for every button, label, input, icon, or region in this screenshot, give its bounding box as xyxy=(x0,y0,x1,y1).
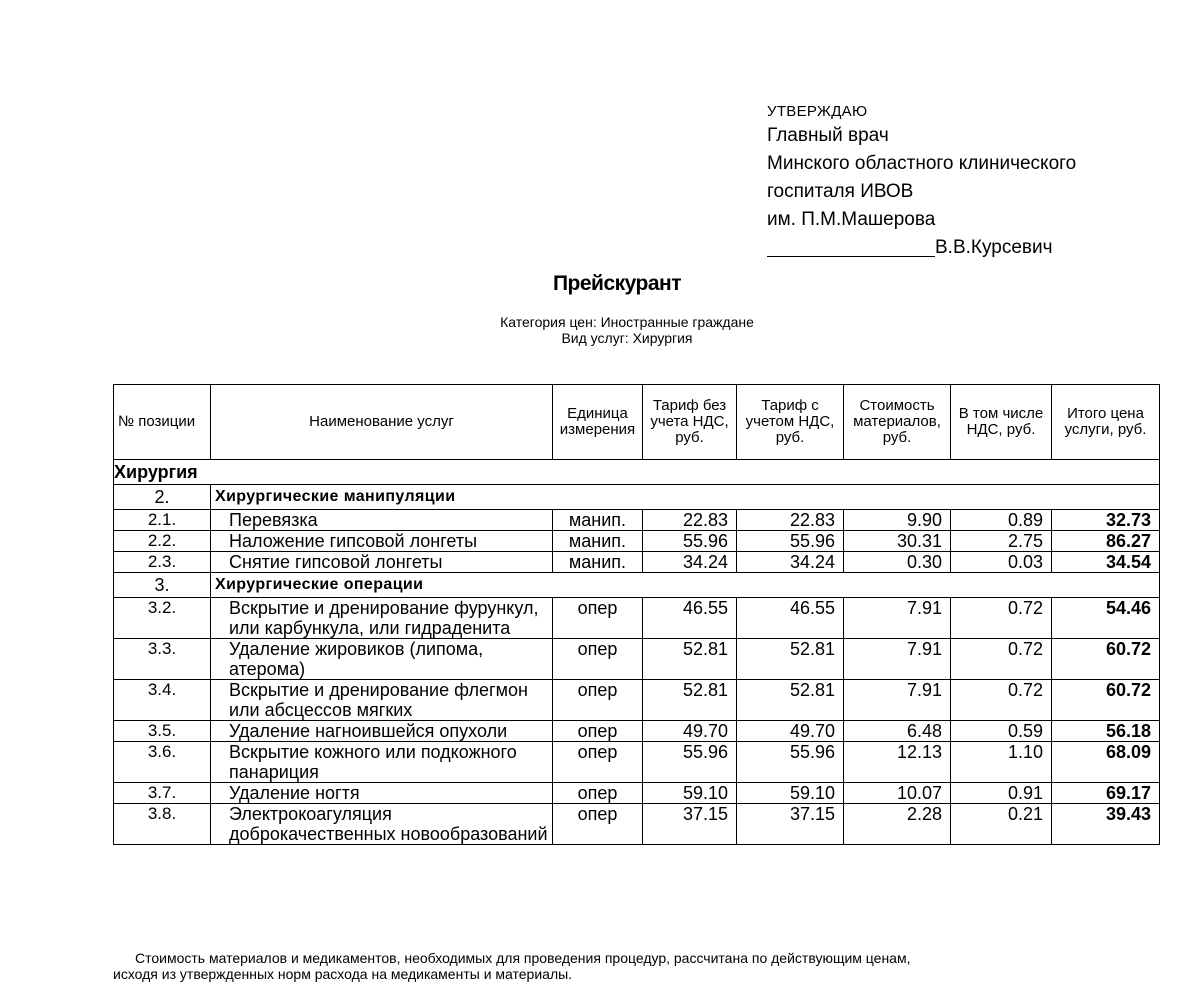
tariff-cell: 52.81 xyxy=(643,639,737,680)
price-category: Категория цен: Иностранные граждане xyxy=(500,314,754,330)
group-row xyxy=(114,573,1160,598)
tariff-vat-cell: 37.15 xyxy=(737,804,844,845)
vat-cell: 0.03 xyxy=(951,552,1052,573)
total-cell: 54.46 xyxy=(1052,598,1160,639)
approval-block xyxy=(767,102,1167,262)
tariff-vat-cell: 49.70 xyxy=(737,721,844,742)
service-name: Вскрытие и дренирование флегмон или абсцессов мягких xyxy=(211,680,553,721)
tariff-cell: 49.70 xyxy=(643,721,737,742)
total-cell: 60.72 xyxy=(1052,639,1160,680)
tariff-vat-cell: 59.10 xyxy=(737,783,844,804)
service-name: Вскрытие и дренирование фурункул, или карбункула, или гидраденита xyxy=(211,598,553,639)
total-cell: 60.72 xyxy=(1052,680,1160,721)
unit-cell: опер xyxy=(553,639,643,680)
materials-cell: 6.48 xyxy=(844,721,951,742)
group-number: 2. xyxy=(114,485,211,510)
tariff-vat-cell: 22.83 xyxy=(737,510,844,531)
tariff-vat-cell: 55.96 xyxy=(737,742,844,783)
position-number: 3.2. xyxy=(114,598,211,639)
materials-cell: 7.91 xyxy=(844,680,951,721)
price-table xyxy=(113,384,1160,845)
unit-cell: манип. xyxy=(553,510,643,531)
materials-cell: 12.13 xyxy=(844,742,951,783)
approval-line: Минского областного клинического xyxy=(767,153,1077,174)
header-tariff-vat: Тариф с учетом НДС, руб. xyxy=(737,385,844,460)
tariff-vat-cell: 52.81 xyxy=(737,680,844,721)
vat-cell: 0.21 xyxy=(951,804,1052,845)
service-name: Электрокоагуляция доброкачественных новообразований xyxy=(211,804,553,845)
table-row xyxy=(114,639,1160,680)
materials-cell: 30.31 xyxy=(844,531,951,552)
unit-cell: опер xyxy=(553,742,643,783)
approval-line: госпиталя ИВОВ xyxy=(767,181,914,202)
unit-cell: опер xyxy=(553,783,643,804)
group-name: Хирургические манипуляции xyxy=(211,485,1160,510)
table-header-row xyxy=(114,385,1160,460)
total-cell: 34.54 xyxy=(1052,552,1160,573)
header-vat: В том числе НДС, руб. xyxy=(951,385,1052,460)
service-name: Удаление ногтя xyxy=(211,783,553,804)
table-row xyxy=(114,552,1160,573)
position-number: 3.7. xyxy=(114,783,211,804)
vat-cell: 0.89 xyxy=(951,510,1052,531)
section-row xyxy=(114,460,1160,485)
approval-heading: УТВЕРЖДАЮ xyxy=(767,103,868,120)
position-number: 2.2. xyxy=(114,531,211,552)
materials-cell: 7.91 xyxy=(844,598,951,639)
table-row xyxy=(114,804,1160,845)
tariff-cell: 52.81 xyxy=(643,680,737,721)
total-cell: 32.73 xyxy=(1052,510,1160,531)
total-cell: 86.27 xyxy=(1052,531,1160,552)
approval-line: им. П.М.Машерова xyxy=(767,209,936,230)
header-materials: Стоимость материалов, руб. xyxy=(844,385,951,460)
unit-cell: опер xyxy=(553,680,643,721)
group-row xyxy=(114,485,1160,510)
tariff-cell: 55.96 xyxy=(643,531,737,552)
header-position: № позиции xyxy=(114,385,211,460)
service-name: Вскрытие кожного или подкожного панариция xyxy=(211,742,553,783)
unit-cell: опер xyxy=(553,804,643,845)
header-service-name: Наименование услуг xyxy=(211,385,553,460)
tariff-vat-cell: 52.81 xyxy=(737,639,844,680)
header-tariff: Тариф без учета НДС, руб. xyxy=(643,385,737,460)
materials-cell: 0.30 xyxy=(844,552,951,573)
approval-line: Главный врач xyxy=(767,125,889,146)
total-cell: 69.17 xyxy=(1052,783,1160,804)
service-name: Наложение гипсовой лонгеты xyxy=(211,531,553,552)
service-name: Снятие гипсовой лонгеты xyxy=(211,552,553,573)
position-number: 2.1. xyxy=(114,510,211,531)
vat-cell: 0.72 xyxy=(951,680,1052,721)
table-row xyxy=(114,721,1160,742)
table-body xyxy=(114,460,1160,845)
page-title: Прейскурант xyxy=(552,272,682,295)
tariff-vat-cell: 46.55 xyxy=(737,598,844,639)
materials-cell: 7.91 xyxy=(844,639,951,680)
position-number: 3.4. xyxy=(114,680,211,721)
tariff-cell: 37.15 xyxy=(643,804,737,845)
signature-line xyxy=(767,234,1167,262)
table-row xyxy=(114,742,1160,783)
tariff-vat-cell: 34.24 xyxy=(737,552,844,573)
header-unit: Единица измерения xyxy=(553,385,643,460)
table-row xyxy=(114,783,1160,804)
tariff-cell: 46.55 xyxy=(643,598,737,639)
service-type: Вид услуг: Хирургия xyxy=(561,330,693,346)
footnote-line: исходя из утвержденных норм расхода на медикаменты и материалы. xyxy=(113,966,573,982)
vat-cell: 1.10 xyxy=(951,742,1052,783)
position-number: 3.6. xyxy=(114,742,211,783)
total-cell: 68.09 xyxy=(1052,742,1160,783)
vat-cell: 0.72 xyxy=(951,639,1052,680)
group-name: Хирургические операции xyxy=(211,573,1160,598)
service-name: Удаление нагноившейся опухоли xyxy=(211,721,553,742)
position-number: 3.3. xyxy=(114,639,211,680)
tariff-cell: 55.96 xyxy=(643,742,737,783)
service-name: Удаление жировиков (липома, атерома) xyxy=(211,639,553,680)
tariff-vat-cell: 55.96 xyxy=(737,531,844,552)
vat-cell: 2.75 xyxy=(951,531,1052,552)
tariff-cell: 34.24 xyxy=(643,552,737,573)
unit-cell: опер xyxy=(553,721,643,742)
footnote xyxy=(113,950,1173,982)
materials-cell: 2.28 xyxy=(844,804,951,845)
total-cell: 56.18 xyxy=(1052,721,1160,742)
materials-cell: 10.07 xyxy=(844,783,951,804)
service-name: Перевязка xyxy=(211,510,553,531)
unit-cell: манип. xyxy=(553,552,643,573)
position-number: 3.8. xyxy=(114,804,211,845)
signature-blank xyxy=(767,236,935,257)
tariff-cell: 22.83 xyxy=(643,510,737,531)
table-row xyxy=(114,598,1160,639)
section-title: Хирургия xyxy=(114,460,1160,485)
table-row xyxy=(114,510,1160,531)
tariff-cell: 59.10 xyxy=(643,783,737,804)
subtitle xyxy=(0,314,1200,346)
unit-cell: манип. xyxy=(553,531,643,552)
signatory-name: В.В.Курсевич xyxy=(935,237,1053,258)
materials-cell: 9.90 xyxy=(844,510,951,531)
table-row xyxy=(114,531,1160,552)
position-number: 2.3. xyxy=(114,552,211,573)
unit-cell: опер xyxy=(553,598,643,639)
position-number: 3.5. xyxy=(114,721,211,742)
vat-cell: 0.91 xyxy=(951,783,1052,804)
total-cell: 39.43 xyxy=(1052,804,1160,845)
table-row xyxy=(114,680,1160,721)
vat-cell: 0.59 xyxy=(951,721,1052,742)
footnote-line: Стоимость материалов и медикаментов, необходимых для проведения процедур, рассчитана по действующим ценам, xyxy=(135,950,911,966)
group-number: 3. xyxy=(114,573,211,598)
header-total: Итого цена услуги, руб. xyxy=(1052,385,1160,460)
vat-cell: 0.72 xyxy=(951,598,1052,639)
